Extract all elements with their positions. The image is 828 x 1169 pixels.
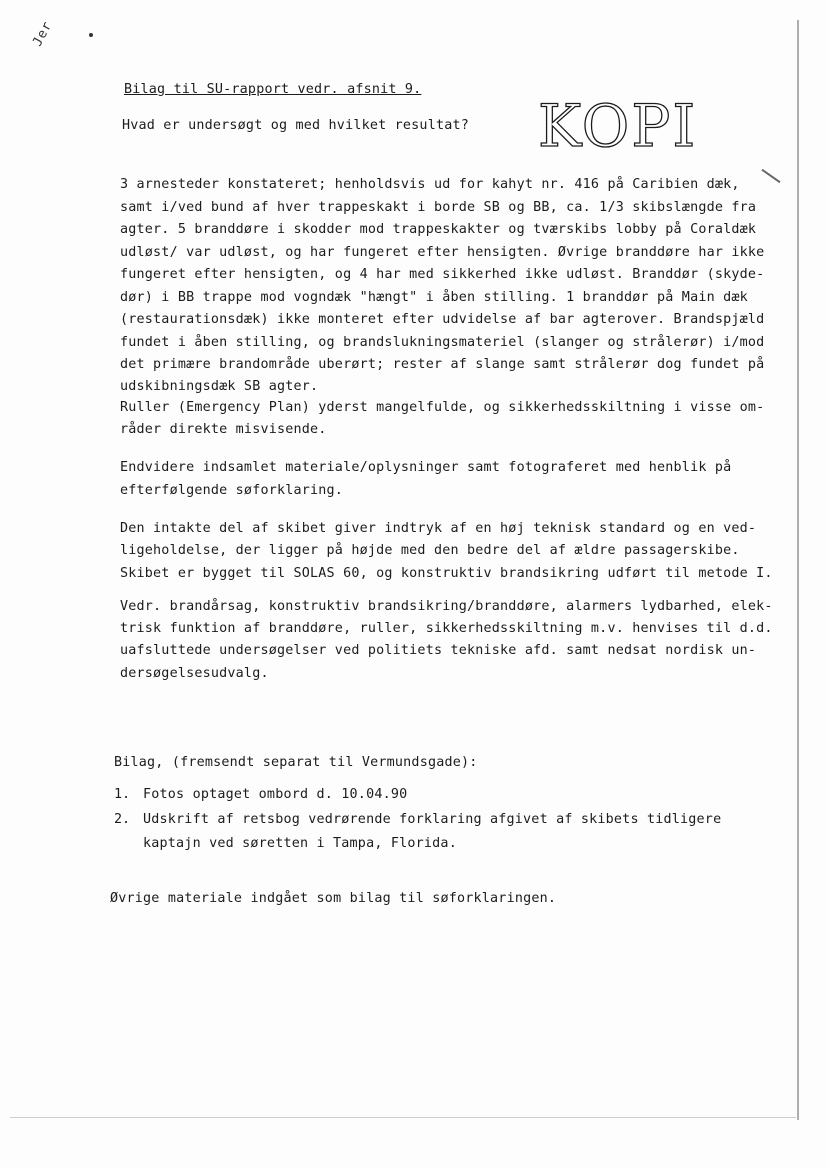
list-number: 2. — [114, 812, 131, 827]
text-line: Endvidere indsamlet materiale/oplysninger samt fotograferet med henblik på — [120, 460, 732, 475]
text-line: 3 arnesteder konstateret; henholdsvis ud for kahyt nr. 416 på Caribien dæk, — [120, 177, 740, 192]
svg-text:KOPI: KOPI — [538, 92, 698, 160]
text-line: Ruller (Emergency Plan) yderst mangelfulde, og sikkerhedsskiltning i visse om- — [120, 400, 765, 415]
text-line: udskibningsdæk SB agter. — [120, 379, 319, 394]
kopi-stamp — [536, 92, 698, 160]
scan-mark — [761, 169, 780, 183]
text-line: (restaurationsdæk) ikke monteret efter udvidelse af bar agterover. Brandspjæld — [120, 312, 765, 327]
text-line: Skibet er bygget til SOLAS 60, og konstruktiv brandsikring udført til metode I. — [120, 566, 773, 581]
text-line: dør) i BB trappe mod vogndæk "hængt" i åben stilling. 1 branddør på Main dæk — [120, 290, 748, 305]
text-line: fungeret efter hensigten, og 4 har med sikkerhed ikke udløst. Branddør (skyde- — [120, 267, 765, 282]
closing-remark: Øvrige materiale indgået som bilag til søforklaringen. — [110, 891, 557, 906]
attachments-heading: Bilag, (fremsendt separat til Vermundsgade): — [114, 755, 478, 770]
text-line: udløst/ var udløst, og har fungeret efter hensigten. Øvrige branddøre har ikke — [120, 245, 765, 260]
text-line: uafsluttede undersøgelser ved politiets tekniske afd. samt nedsat nordisk un- — [120, 643, 757, 658]
scan-edge-bottom — [10, 1117, 796, 1118]
text-line: trisk funktion af branddøre, ruller, sikkerhedsskiltning m.v. henvises til d.d. — [120, 621, 773, 636]
attachment-line: kaptajn ved søretten i Tampa, Florida. — [143, 836, 457, 851]
text-line: råder direkte misvisende. — [120, 422, 327, 437]
text-line: dersøgelsesudvalg. — [120, 666, 269, 681]
document-question: Hvad er undersøgt og med hvilket resultat? — [122, 118, 469, 133]
scan-edge-right — [797, 20, 799, 1120]
text-line: det primære brandområde uberørt; rester af slange samt strålerør dog fundet på — [120, 357, 765, 372]
text-line: samt i/ved bund af hver trappeskakt i borde SB og BB, ca. 1/3 skibslængde fra — [120, 200, 757, 215]
text-line: agter. 5 branddøre i skodder mod trappeskakter og tværskibs lobby på Coraldæk — [120, 222, 757, 237]
text-line: Den intakte del af skibet giver indtryk af en høj teknisk standard og en ved- — [120, 521, 757, 536]
text-line: fundet i åben stilling, og brandslukningsmateriel (slanger og strålerør) i/mod — [120, 335, 765, 350]
attachment-line: Fotos optaget ombord d. 10.04.90 — [143, 787, 408, 802]
text-line: efterfølgende søforklaring. — [120, 483, 344, 498]
text-line: Vedr. brandårsag, konstruktiv brandsikring/branddøre, alarmers lydbarhed, elek- — [120, 599, 773, 614]
document-title: Bilag til SU-rapport vedr. afsnit 9. — [124, 82, 422, 97]
list-number: 1. — [114, 787, 131, 802]
scan-speck — [89, 33, 93, 37]
text-line: ligeholdelse, der ligger på højde med den bedre del af ældre passagerskibe. — [120, 543, 740, 558]
attachment-line: Udskrift af retsbog vedrørende forklaring afgivet af skibets tidligere — [143, 812, 722, 827]
margin-note: Jer — [30, 18, 56, 50]
